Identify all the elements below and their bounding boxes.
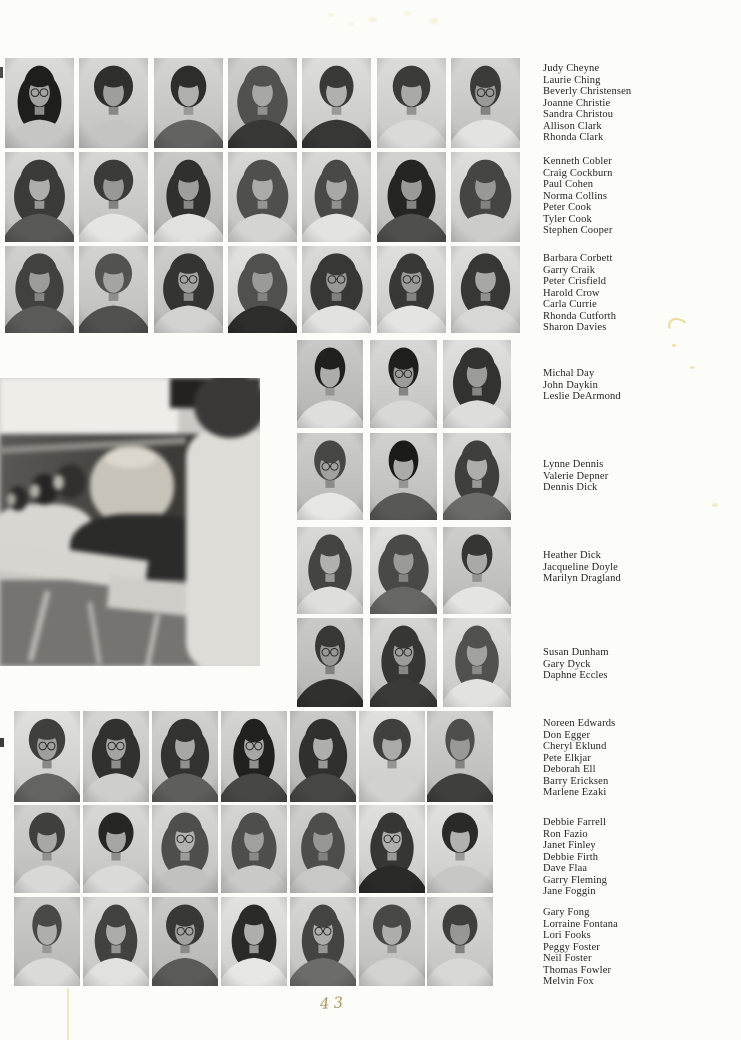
student-name: Beverly Christensen bbox=[543, 86, 632, 98]
student-name: Susan Dunham bbox=[543, 647, 609, 658]
name-group bbox=[543, 817, 739, 898]
blurred-foreground-hair bbox=[194, 378, 260, 438]
portrait-photo bbox=[228, 152, 297, 242]
student-name: Noreen Edwards bbox=[543, 718, 616, 729]
portrait-photo bbox=[427, 805, 493, 893]
portrait-photo bbox=[451, 58, 520, 148]
student-name: Dennis Dick bbox=[543, 482, 598, 494]
student-name: Tyler Cook bbox=[543, 213, 592, 225]
student-name: Debbie Farrell bbox=[543, 817, 607, 828]
name-group bbox=[543, 907, 739, 988]
scan-speck bbox=[690, 366, 695, 369]
scan-speck bbox=[712, 503, 718, 507]
student-name: Lynne Dennis bbox=[543, 459, 604, 470]
handwritten-page-number: 43 bbox=[319, 993, 348, 1013]
portrait-photo bbox=[443, 340, 511, 428]
student-name: Laurie Ching bbox=[543, 74, 601, 86]
student-name: Michal Day bbox=[543, 368, 595, 379]
portrait-photo bbox=[290, 897, 356, 986]
student-face bbox=[30, 484, 40, 498]
name-group bbox=[543, 156, 739, 237]
portrait-photo bbox=[302, 152, 371, 242]
student-name: Norma Collins bbox=[543, 190, 608, 202]
student-name: Marilyn Dragland bbox=[543, 573, 621, 585]
name-group bbox=[543, 63, 739, 144]
student-name: Leslie DeArmond bbox=[543, 391, 621, 403]
student-name: Heather Dick bbox=[543, 550, 602, 561]
portrait-photo bbox=[443, 618, 511, 707]
scan-speck bbox=[672, 344, 676, 347]
student-name: Sandra Christou bbox=[543, 109, 614, 121]
student-name: Rhonda Clark bbox=[543, 132, 604, 144]
student-name: Pete Elkjar bbox=[543, 752, 592, 764]
student-name: Carla Currie bbox=[543, 299, 597, 311]
student-name: Barry Ericksen bbox=[543, 775, 609, 787]
student-name: Daphne Eccles bbox=[543, 670, 608, 682]
portrait-photo bbox=[152, 711, 218, 802]
portrait-photo bbox=[302, 58, 371, 148]
name-group bbox=[543, 718, 739, 799]
portrait-photo bbox=[377, 152, 446, 242]
portrait-photo bbox=[377, 246, 446, 333]
student-name: Stephen Cooper bbox=[543, 225, 613, 237]
bright-wall bbox=[0, 378, 178, 440]
student-name: Deborah Ell bbox=[543, 764, 596, 776]
student-name: Kenneth Cobler bbox=[543, 156, 612, 167]
portrait-photo bbox=[83, 897, 149, 986]
portrait-photo bbox=[79, 246, 148, 333]
portrait-photo bbox=[79, 58, 148, 148]
name-group bbox=[543, 550, 739, 585]
portrait-photo bbox=[427, 897, 493, 986]
student-name: Joanne Christie bbox=[543, 97, 611, 109]
portrait-photo bbox=[290, 711, 356, 802]
edge-mark bbox=[0, 738, 4, 747]
student-name: Judy Cheyne bbox=[543, 63, 600, 74]
student-name: Debbie Firth bbox=[543, 851, 599, 863]
student-name: Dave Flaa bbox=[543, 863, 588, 875]
name-group bbox=[543, 647, 739, 682]
student-name: Peter Cook bbox=[543, 202, 592, 214]
student-name: Peggy Foster bbox=[543, 941, 600, 953]
student-name: John Daykin bbox=[543, 379, 599, 391]
portrait-photo bbox=[359, 897, 425, 986]
portrait-photo bbox=[443, 527, 511, 614]
portrait-photo bbox=[5, 58, 74, 148]
student-name: Sharon Davies bbox=[543, 322, 607, 334]
portrait-photo bbox=[14, 711, 80, 802]
portrait-photo bbox=[221, 897, 287, 986]
student-name: Garry Craik bbox=[543, 264, 596, 276]
edge-mark bbox=[0, 67, 3, 78]
name-group bbox=[543, 253, 739, 334]
portrait-photo bbox=[154, 246, 223, 333]
candid-blur-layers bbox=[0, 378, 260, 666]
student-name: Harold Crow bbox=[543, 287, 600, 299]
portrait-photo bbox=[83, 711, 149, 802]
student-name: Craig Cockburn bbox=[543, 167, 613, 179]
portrait-photo bbox=[221, 711, 287, 802]
portrait-photo bbox=[451, 152, 520, 242]
portrait-photo bbox=[14, 897, 80, 986]
portrait-photo bbox=[152, 897, 218, 986]
portrait-photo bbox=[427, 711, 493, 802]
student-name: Melvin Fox bbox=[543, 976, 594, 988]
portrait-photo bbox=[228, 58, 297, 148]
portrait-photo bbox=[297, 618, 363, 707]
portrait-photo bbox=[83, 805, 149, 893]
student-name: Garry Fleming bbox=[543, 874, 608, 886]
portrait-photo bbox=[370, 527, 437, 614]
scan-streak bbox=[67, 988, 69, 1040]
portrait-photo bbox=[370, 340, 437, 428]
student-name: Peter Crisfield bbox=[543, 276, 607, 288]
student-name: Thomas Fowler bbox=[543, 964, 612, 976]
student-name: Valerie Depner bbox=[543, 470, 609, 482]
portrait-photo bbox=[370, 433, 437, 520]
portrait-photo bbox=[297, 527, 363, 614]
portrait-photo bbox=[154, 152, 223, 242]
student-name: Paul Cohen bbox=[543, 179, 594, 191]
portrait-photo bbox=[154, 58, 223, 148]
student-name: Rhonda Cutforth bbox=[543, 310, 617, 322]
classroom-candid-photo bbox=[0, 378, 260, 666]
portrait-photo bbox=[302, 246, 371, 333]
student-name: Jacqueline Doyle bbox=[543, 561, 618, 573]
foreground-blonde-highlight bbox=[104, 448, 156, 468]
student-name: Neil Foster bbox=[543, 953, 592, 965]
portrait-photo bbox=[5, 246, 74, 333]
portrait-photo bbox=[297, 433, 363, 520]
portrait-photo bbox=[370, 618, 437, 707]
student-name: Cheryl Eklund bbox=[543, 741, 607, 753]
portrait-photo bbox=[451, 246, 520, 333]
student-name: Don Egger bbox=[543, 729, 591, 741]
name-group bbox=[543, 459, 739, 494]
portrait-photo bbox=[443, 433, 511, 520]
blurred-foreground-person bbox=[186, 430, 260, 666]
student-name: Jane Foggin bbox=[543, 886, 596, 898]
top-yellow-stain bbox=[298, 3, 464, 33]
portrait-photo bbox=[14, 805, 80, 893]
portrait-photo bbox=[377, 58, 446, 148]
name-group bbox=[543, 368, 739, 403]
portrait-photo bbox=[290, 805, 356, 893]
portrait-photo bbox=[5, 152, 74, 242]
student-name: Lori Fooks bbox=[543, 930, 591, 942]
student-name: Lorraine Fontana bbox=[543, 918, 618, 930]
portrait-photo bbox=[359, 711, 425, 802]
portrait-photo bbox=[152, 805, 218, 893]
student-face bbox=[7, 493, 16, 506]
portrait-photo bbox=[79, 152, 148, 242]
portrait-photo bbox=[228, 246, 297, 333]
student-name: Janet Finley bbox=[543, 840, 596, 852]
student-name: Gary Dyck bbox=[543, 658, 591, 670]
portrait-photo bbox=[221, 805, 287, 893]
student-name: Gary Fong bbox=[543, 907, 590, 918]
student-name: Barbara Corbett bbox=[543, 253, 613, 264]
student-name: Ron Fazio bbox=[543, 828, 588, 840]
student-name: Allison Clark bbox=[543, 120, 602, 132]
student-name: Marlene Ezaki bbox=[543, 787, 607, 799]
portrait-photo bbox=[297, 340, 363, 428]
student-face bbox=[53, 475, 64, 490]
portrait-photo bbox=[359, 805, 425, 893]
